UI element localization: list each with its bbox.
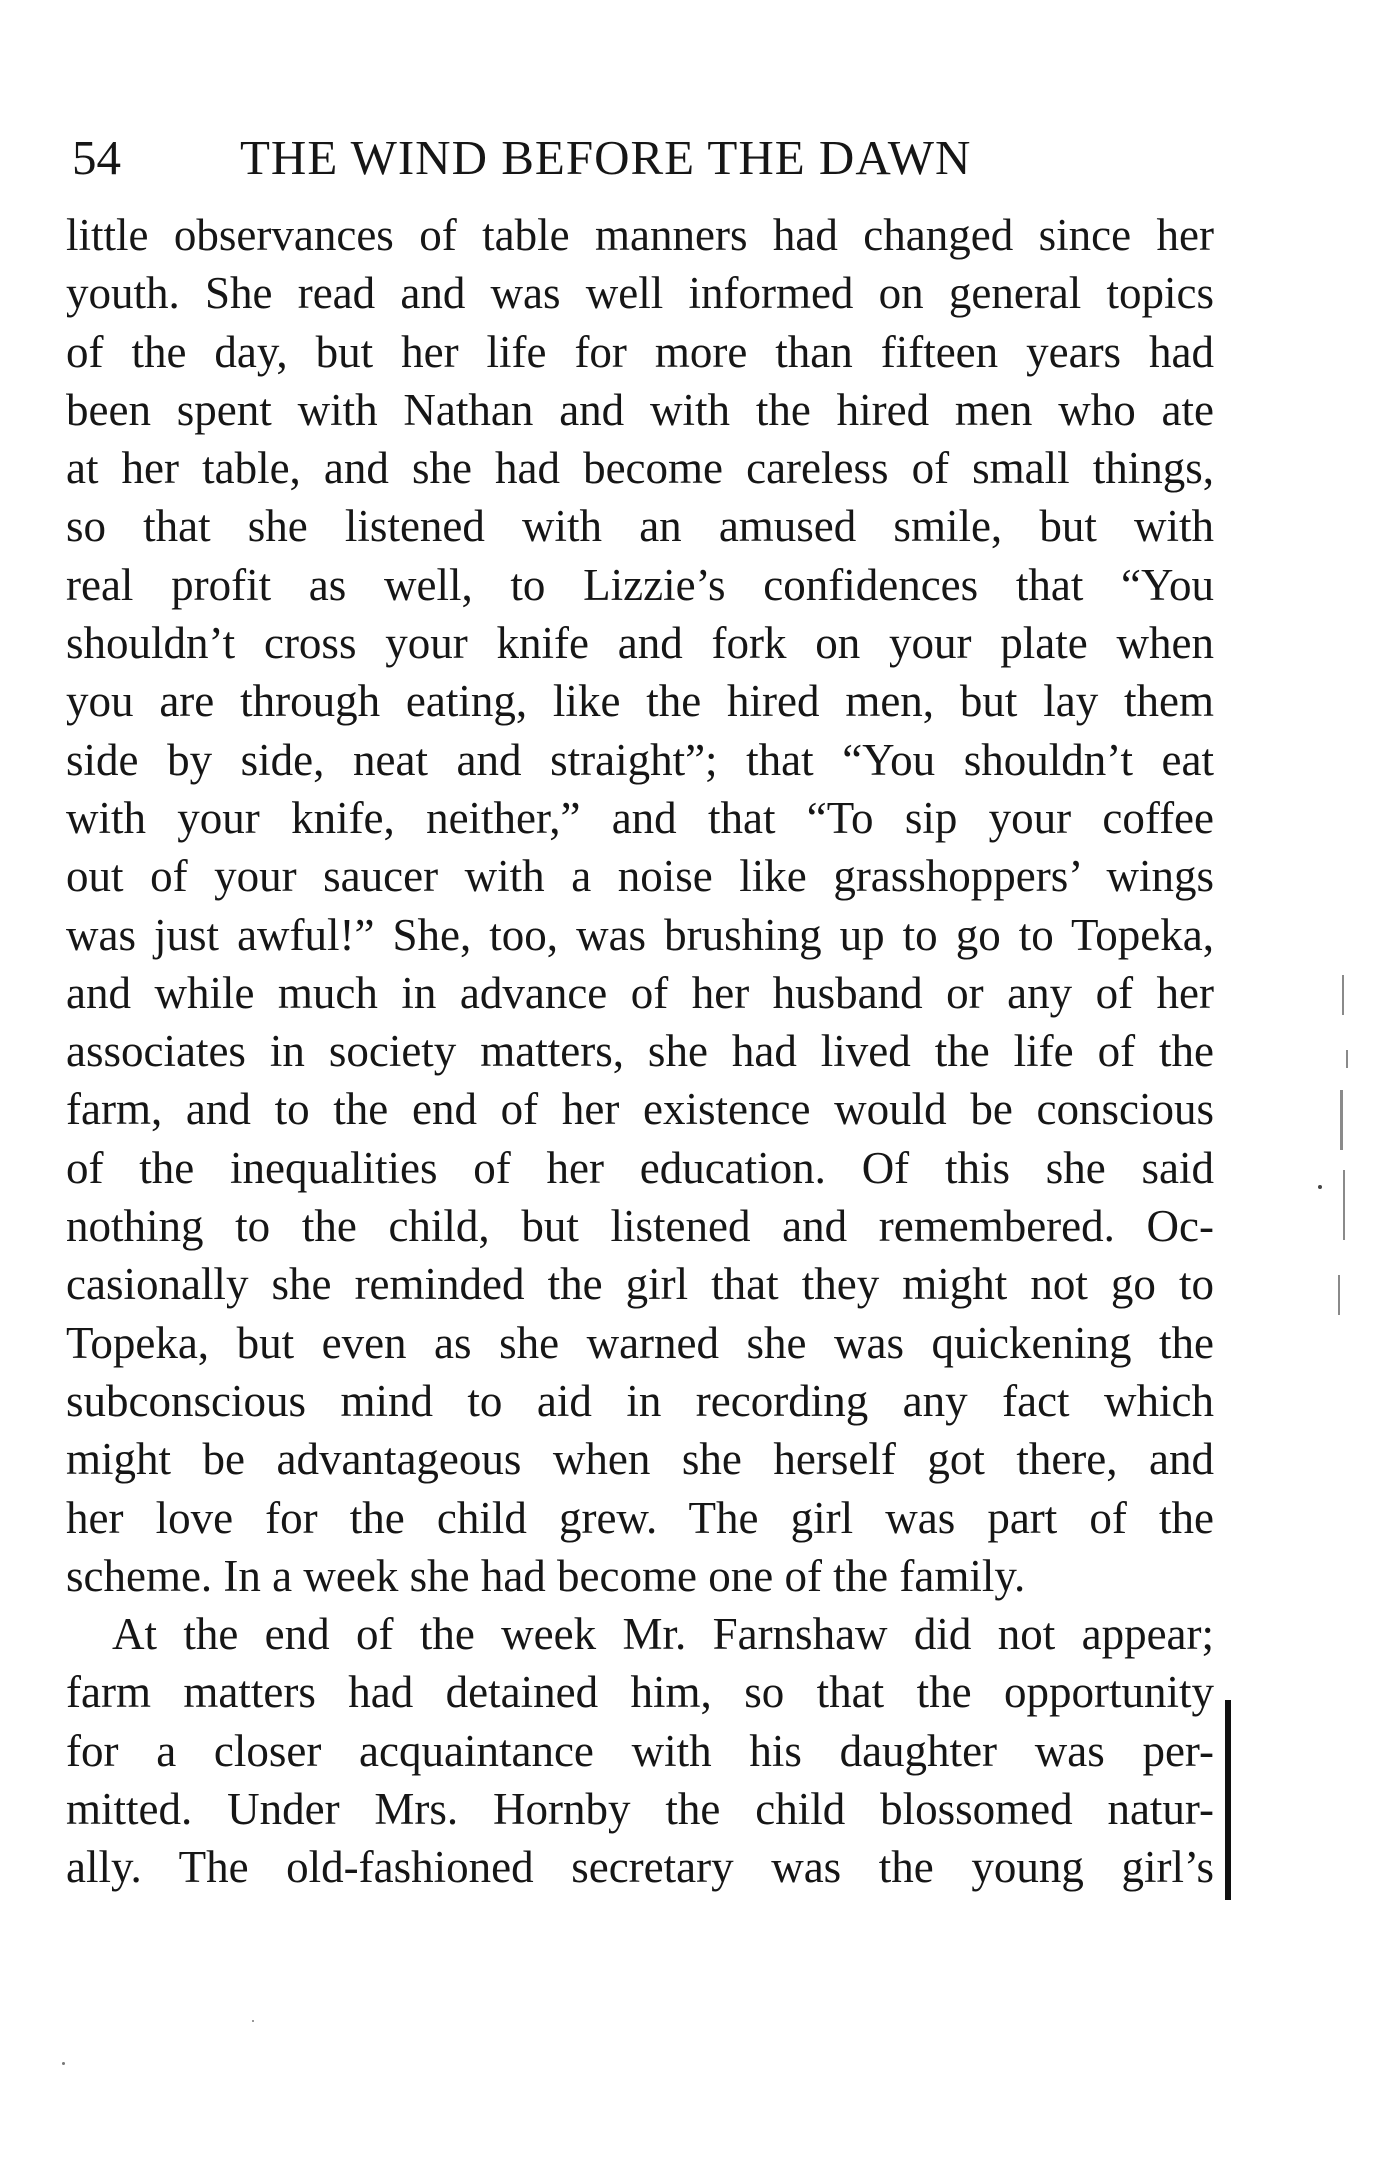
text-line: youth. She read and was well informed on general topics xyxy=(66,268,1214,319)
text-line: her love for the child grew. The girl was part of the xyxy=(66,1492,1214,1543)
text-line: side by side, neat and straight”; that “You shouldn’t eat xyxy=(66,734,1214,785)
text-line: with your knife, neither,” and that “To sip your coffee xyxy=(66,792,1214,843)
text-line: of the day, but her life for more than fifteen years had xyxy=(66,326,1214,377)
margin-rule xyxy=(1225,1700,1231,1900)
text-line: subconscious mind to aid in recording any fact which xyxy=(66,1375,1214,1426)
text-line: you are through eating, like the hired men, but lay them xyxy=(66,676,1214,727)
text-line: real profit as well, to Lizzie’s confidences that “You xyxy=(66,559,1214,610)
page-number: 54 xyxy=(72,130,121,185)
scan-artifact xyxy=(62,2062,65,2065)
paragraph-end-line: scheme. In a week she had become one of the family. xyxy=(66,1550,1026,1601)
text-line: casionally she reminded the girl that they might not go to xyxy=(66,1259,1214,1310)
scan-artifact xyxy=(252,2020,254,2022)
text-line: farm, and to the end of her existence would be conscious xyxy=(66,1084,1214,1135)
running-head xyxy=(72,126,1212,190)
book-title: THE WIND BEFORE THE DAWN xyxy=(240,130,972,185)
text-line: nothing to the child, but listened and remembered. Oc- xyxy=(66,1201,1214,1252)
text-line: been spent with Nathan and with the hired men who ate xyxy=(66,384,1214,435)
scan-artifact xyxy=(1340,1090,1343,1150)
text-line: little observances of table manners had changed since her xyxy=(66,210,1214,260)
scan-artifact xyxy=(1343,1170,1345,1240)
scan-artifact xyxy=(1346,1050,1348,1068)
text-line: ally. The old-fashioned secretary was the young girl’s xyxy=(66,1842,1214,1893)
scan-artifact xyxy=(1338,1275,1340,1315)
paragraph-start-line: At the end of the week Mr. Farnshaw did not appear; xyxy=(112,1609,1214,1660)
text-line: and while much in advance of her husband or any of her xyxy=(66,967,1214,1018)
scan-artifact xyxy=(1342,975,1344,1015)
text-line: mitted. Under Mrs. Hornby the child blossomed natur- xyxy=(66,1784,1214,1835)
body-text xyxy=(66,206,1214,1897)
text-line: of the inequalities of her education. Of this she said xyxy=(66,1142,1214,1193)
text-line: Topeka, but even as she warned she was quickening the xyxy=(66,1317,1214,1368)
text-line: shouldn’t cross your knife and fork on your plate when xyxy=(66,618,1214,669)
text-line: might be advantageous when she herself got there, and xyxy=(66,1434,1214,1485)
text-line: so that she listened with an amused smile, but with xyxy=(66,501,1214,552)
scan-artifact xyxy=(1318,1185,1322,1189)
text-line: was just awful!” She, too, was brushing up to go to Topeka, xyxy=(66,909,1214,960)
text-line: at her table, and she had become careless of small things, xyxy=(66,443,1214,494)
text-line: for a closer acquaintance with his daughter was per- xyxy=(66,1725,1214,1776)
text-line: out of your saucer with a noise like grasshoppers’ wings xyxy=(66,851,1214,902)
text-line: associates in society matters, she had lived the life of the xyxy=(66,1026,1214,1077)
text-line: farm matters had detained him, so that the opportunity xyxy=(66,1667,1214,1718)
